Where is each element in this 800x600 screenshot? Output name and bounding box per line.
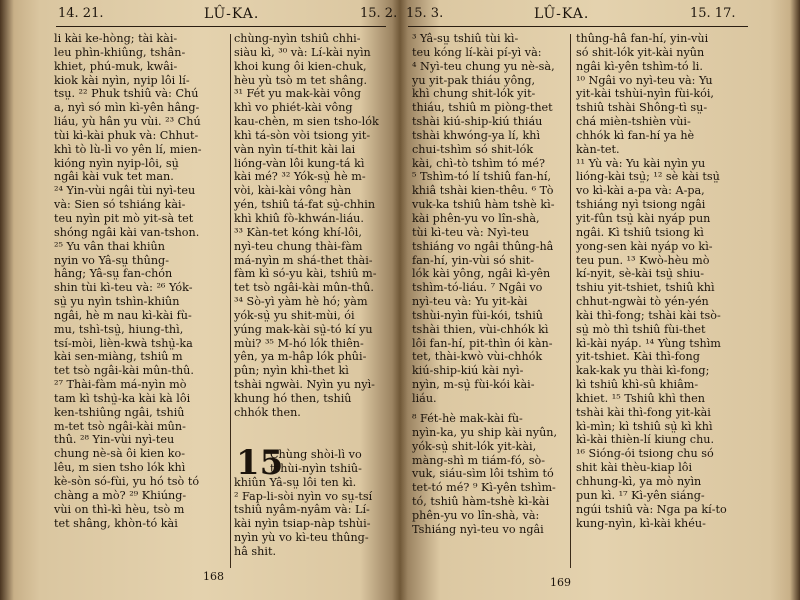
left-header-ref: 14. 21. <box>58 6 104 21</box>
text-line: mu, tshì-tsṳ̀, hiung-thì, <box>54 322 184 336</box>
text-line: chá mièn-tshièn vùi- <box>576 115 691 129</box>
text-line: yók-sṳ̀ yu shit-mùi, ói <box>234 308 355 322</box>
text-line: kiok kài nyìn, nyip lôi lí- <box>54 73 190 87</box>
text-line: kè-sòn só-fùi, yu hó tsò tó <box>54 475 200 488</box>
text-line: yók-sṳ̀ shit-lók yit-kài, <box>412 439 537 453</box>
text-line: fàm kì só-yu kài, tshiû m- <box>234 267 377 281</box>
text-line: ngúi tshiû và: Nga pa kí-to <box>576 502 727 516</box>
right-header-ref: 15. 3. <box>406 6 444 21</box>
text-line: kài mé? ³² Yók-sṳ̀ hè m- <box>234 170 366 184</box>
text-line: nyì-teu và: Yu yit-kài <box>412 295 528 309</box>
text-line: tshùi-nyìn fùi-kói, tshiû <box>412 308 544 322</box>
text-line: kióng nyìn nyip-lôi, sṳ̀ <box>54 156 179 170</box>
text-line: kiú-ship-kiú kài nyì- <box>412 364 524 378</box>
text-line: hâ shit. <box>234 544 277 558</box>
text-line: tet tsò ngâi-kài mûn-thû. <box>234 281 374 295</box>
text-line: ¹¹ Yù và: Yu kài nyìn yu <box>576 156 706 170</box>
text-line: lêu, m sien tsho lók khì <box>54 461 186 475</box>
text-line: nyì-teu chung thài-fàm <box>234 239 363 253</box>
text-line: màng-shì m tiám-fó, sò- <box>412 453 546 467</box>
text-line: tet shâng, khòn-tó kài <box>54 516 178 530</box>
right-page-number: 169 <box>550 576 571 589</box>
text-line: tshiû tshài Shông-tì sṳ- <box>576 101 708 115</box>
text-line: tshài kiú-ship-kiú thiáu <box>412 115 543 129</box>
text-line: tùi kì-teu và: Nyì-teu <box>412 225 529 239</box>
left-page-header <box>0 4 398 24</box>
text-line: pun kì. ¹⁷ Kì-yên siáng- <box>576 488 705 502</box>
text-line: kài, chì-tò tshìm tó mé? <box>412 156 545 170</box>
text-line: chùng-nyìn tshiû chhi- <box>234 32 361 45</box>
text-line: lióng-vàn lôi kung-tá kì <box>234 156 365 170</box>
text-line: ²⁵ Yu vân thai khiûn <box>54 239 165 253</box>
text-line: ¹⁰ Ngâi vo nyì-teu và: Yu <box>576 73 713 87</box>
text-line: thiáu, tshiû m piòng-thet <box>412 101 553 115</box>
text-line: lióng-kài tsṳ̀; ¹² sè kài tsṳ̀ <box>576 170 720 184</box>
text-line: khì tò lù-lì vo yên lí, mien- <box>54 142 202 156</box>
text-line: ⁵ Tshìm-tó lí tshiû fan-hí, <box>412 170 552 184</box>
right-header-rule <box>408 26 748 27</box>
text-line: ngâi kì-yên tshìm-tó li. <box>576 59 703 73</box>
text-line: chàng a mò? ²⁹ Khiúng- <box>54 488 187 502</box>
text-line: khiûn Yâ-sṳ lôi ten kì. <box>234 475 357 489</box>
chapter-number: 15 <box>236 443 284 483</box>
text-line: sṳ̀ mò thì tshiû fùi-thet <box>576 322 706 336</box>
text-line: yong-sen kài nyáp vo kì- <box>576 239 713 253</box>
text-line: chung nè-sà ôi kien ko- <box>54 447 186 461</box>
text-line: kì-mìn; kì tshiû sṳ̀ kì khì <box>576 419 713 433</box>
text-line: ³ Yâ-sṳ tshiû tùi kì- <box>412 32 519 45</box>
text-line: ³¹ Fét yu mak-kài vông <box>234 87 362 101</box>
text-line: yên, ya m-hâp lók phûi- <box>234 350 367 364</box>
text-line: má-nyìn m shá-thet thài- <box>234 253 373 267</box>
text-line: kì-kài thièn-lí kiung chu. <box>576 433 715 447</box>
text-line: tshài khwóng-ya lí, khì <box>412 128 541 142</box>
text-line: tet-tó mé? ⁹ Kì-yên tshìm- <box>412 481 556 495</box>
text-line: ¹⁶ Sióng-ói tsiong chu só <box>576 447 714 461</box>
text-line: tam kì tshṳ̀-ka kài kà lôi <box>54 391 191 405</box>
text-line: khì khiû fò-khwán-liáu. <box>234 211 364 225</box>
text-line: kài sen-miàng, tshiû m <box>54 350 183 364</box>
text-line: shóng ngâi kài van-tshon. <box>54 225 200 239</box>
text-line: hèu yù tsò m tet shâng. <box>234 73 368 87</box>
text-line: tshiû nyâm-nyâm và: Lí- <box>234 503 370 517</box>
text-line: kài nyìn tsiap-nàp tshùi- <box>234 517 371 531</box>
text-line: kì-kài nyáp. ¹⁴ Yùng tshìm <box>576 336 721 350</box>
text-line: ngâi, hè m nau kì-kài fù- <box>54 308 192 322</box>
text-line: tshùi-nyìn tshiû- <box>270 461 362 475</box>
text-line: nyin vo Yâ-sṳ thûng- <box>54 253 169 267</box>
right-column-1-top <box>412 32 566 406</box>
text-line: ngâi kài vuk tet man. <box>54 170 174 184</box>
text-line: khiet, phú-muk, kwâi- <box>54 59 178 73</box>
text-line: tó, tshiû hàm-tshè kì-kài <box>412 495 550 509</box>
text-line: khiâ tshài kien-thêu. ⁶ Tò <box>412 184 554 198</box>
text-line: nyìn, m-sṳ̀ fùi-kói kài- <box>412 378 535 392</box>
text-line: hâng; Yâ-sṳ fan-chón <box>54 267 173 281</box>
left-column-2-top <box>234 32 388 420</box>
text-line: tshiu yit-tshiet, tshiû khì <box>576 281 715 295</box>
right-column-1-bottom <box>412 412 566 537</box>
text-line: yit-tshiet. Kài thì-fong <box>576 350 700 364</box>
text-line: liáu. <box>412 391 437 405</box>
text-line: khì chung shit-lók yit- <box>412 87 536 101</box>
text-line: nyìn yù vo kì-teu thûng- <box>234 531 369 545</box>
right-column-2 <box>576 32 746 530</box>
text-line: leu phìn-khiûng, tshân- <box>54 45 186 59</box>
text-line: tet tsò ngâi-kài mûn-thû. <box>54 364 194 378</box>
text-line: Tshiáng nyì-teu vo ngâi <box>412 522 544 536</box>
text-line: tshài kài thì-fong yit-kài <box>576 405 711 419</box>
text-line: mùi? ³⁵ M-hó lók thiên- <box>234 336 364 350</box>
text-line: vùi on thì-kì hèu, tsò m <box>54 502 185 516</box>
text-line: chhók then. <box>234 405 301 419</box>
text-line: vo kì-kài a-pa và: A-pa, <box>576 184 705 198</box>
text-line: yén, tshiû tá-fat sṳ̀-chhin <box>234 198 376 212</box>
right-header-title: LÛ-KA. <box>534 6 590 22</box>
text-line: Chùng shòi-lì vo <box>270 448 362 461</box>
left-page-number: 168 <box>203 570 224 583</box>
text-line: li kài ke-hòng; tài kài- <box>54 32 178 45</box>
text-line: và: Sien só tshiáng kài- <box>54 198 186 212</box>
text-line: khoi kung ôi kien-chuk, <box>234 59 367 73</box>
text-line: khiet. ¹⁵ Tshiû khì then <box>576 391 705 405</box>
text-line: ³³ Kàn-tet kóng khí-lôi, <box>234 225 362 239</box>
text-line: tshìm-tó-liáu. ⁷ Ngâi vo <box>412 281 543 295</box>
text-line: nyìn-ka, yu ship kài nyûn, <box>412 425 558 439</box>
text-line: shit kài thèu-kiap lôi <box>576 461 693 475</box>
text-line: tshài ngwài. Nyìn yu nyì- <box>234 378 375 392</box>
text-line: a, nyì só mìn kì-yên hâng- <box>54 101 200 115</box>
text-line: chhung-kì, ya mò nyìn <box>576 475 702 488</box>
text-line: yu yit-pak thiáu yông, <box>412 73 536 87</box>
text-line: thû. ²⁸ Yin-vùi nyì-teu <box>54 433 175 447</box>
text-line: kàn-tet. <box>576 142 620 156</box>
text-line: ngâi. Kì tshiû tsiong kì <box>576 225 704 239</box>
text-line: tsṳ. ²² Phuk tshiû và: Chú <box>54 87 199 101</box>
text-line: pûn; nyìn khì-thet kì <box>234 364 349 378</box>
text-line: yit-fûn tsṳ̀ kài nyáp pun <box>576 211 711 225</box>
text-line: kài phên-yu vo lîn-shà, <box>412 211 540 225</box>
text-line: yúng mak-kài sṳ̀-tó kí yu <box>234 322 373 336</box>
text-line: ³⁴ Sò-yì yàm hè hó; yàm <box>234 295 368 309</box>
right-page <box>400 0 800 600</box>
text-line: khì tá-sòn vòi tsiong yit- <box>234 128 371 142</box>
text-line: m-tet tsò ngâi-kài mûn- <box>54 419 186 433</box>
text-line: kung-nyìn, kì-kài khéu- <box>576 516 706 530</box>
text-line: ² Fap-li-sòi nyìn vo sṳ-tsí <box>234 489 373 503</box>
text-line: lôi fan-hí, pit-thìn ói kàn- <box>412 336 553 350</box>
text-line: vàn nyìn tí-thit kài lai <box>234 142 356 156</box>
right-column-divider <box>570 34 571 568</box>
text-line: vuk-ka tshiû hàm tshè kì- <box>412 198 555 212</box>
right-header-ref2: 15. 17. <box>690 6 736 21</box>
left-column-2-bottom <box>234 443 388 559</box>
text-line: teu kóng lí-kài pí-yì và: <box>412 45 542 59</box>
text-line: yit-kài tshùi-nyìn fùi-kói, <box>576 87 714 101</box>
text-line: kài thì-fong; tshài kài tsò- <box>576 308 721 322</box>
text-line: lók kài yông, ngâi kì-yên <box>412 267 551 281</box>
text-line: só shit-lók yit-kài nyûn <box>576 45 705 59</box>
left-header-title: LÛ-KA. <box>204 6 260 22</box>
text-line: kau-chèn, m sien tsho-lók <box>234 115 379 129</box>
text-line: fan-hí, yin-vùi só shit- <box>412 253 535 267</box>
text-line: vòi, kài-kài vông hàn <box>234 184 352 198</box>
text-line: thûng-hâ fan-hí, yin-vùi <box>576 32 709 45</box>
text-line: tshài thien, vùi-chhók kì <box>412 322 549 336</box>
text-line: ²⁷ Thài-fàm má-nyìn mò <box>54 378 187 392</box>
text-line: khung hó then, tshiû <box>234 391 352 405</box>
text-line: liáu, yù hân yu vùi. ²³ Chú <box>54 115 201 129</box>
text-line: khì vo phiét-kài vông <box>234 101 353 115</box>
text-line: teu nyìn pit mò yit-sà tet <box>54 211 194 225</box>
left-header-rule <box>56 26 386 27</box>
text-line: phên-yu vo lîn-shà, và: <box>412 508 540 522</box>
text-line: tùi kì-kài phuk và: Chhut- <box>54 128 199 142</box>
text-line: chhut-ngwài tò yén-yén <box>576 295 709 309</box>
text-line: siàu kì, ³⁰ và: Lí-kài nyìn <box>234 45 371 59</box>
left-page <box>0 0 398 600</box>
text-line: teu pun. ¹³ Kwò-hèu mò <box>576 253 710 267</box>
text-line: ⁸ Fét-hè mak-kài fù- <box>412 412 523 425</box>
left-header-ref2: 15. 2. <box>360 6 398 21</box>
text-line: tshiáng nyì tsiong ngâi <box>576 198 706 212</box>
text-line: tsí-mòi, lièn-kwà tshṳ̀-ka <box>54 336 193 350</box>
right-page-header <box>400 4 800 24</box>
text-line: sṳ̀ yu nyìn tshìn-khiûn <box>54 295 180 309</box>
text-line: chhók kì fan-hí ya hè <box>576 128 695 142</box>
text-line: ken-tshiûng ngâi, tshiû <box>54 405 185 419</box>
text-line: tet, thài-kwò vùi-chhók <box>412 350 543 364</box>
text-line: ²⁴ Yin-vùi ngâi tùi nyì-teu <box>54 184 196 198</box>
text-line: vuk, siáu-sìm lôi tshìm tó <box>412 467 554 481</box>
left-column-divider <box>230 34 231 568</box>
text-line: chui-tshìm só shit-lók <box>412 142 534 156</box>
text-line: kì tshiû khì-sû khiâm- <box>576 378 699 392</box>
text-line: shin tùi kì-teu và: ²⁶ Yók- <box>54 281 193 295</box>
text-line: kí-nyit, sè-kài tsṳ̀ shiu- <box>576 267 705 281</box>
text-line: ⁴ Nyì-teu chung yu nè-sà, <box>412 59 555 73</box>
text-line: kak-kak yu thài kì-fong; <box>576 364 710 378</box>
text-line: tshiáng vo ngâi thûng-hâ <box>412 239 554 253</box>
left-column-1 <box>54 32 226 530</box>
